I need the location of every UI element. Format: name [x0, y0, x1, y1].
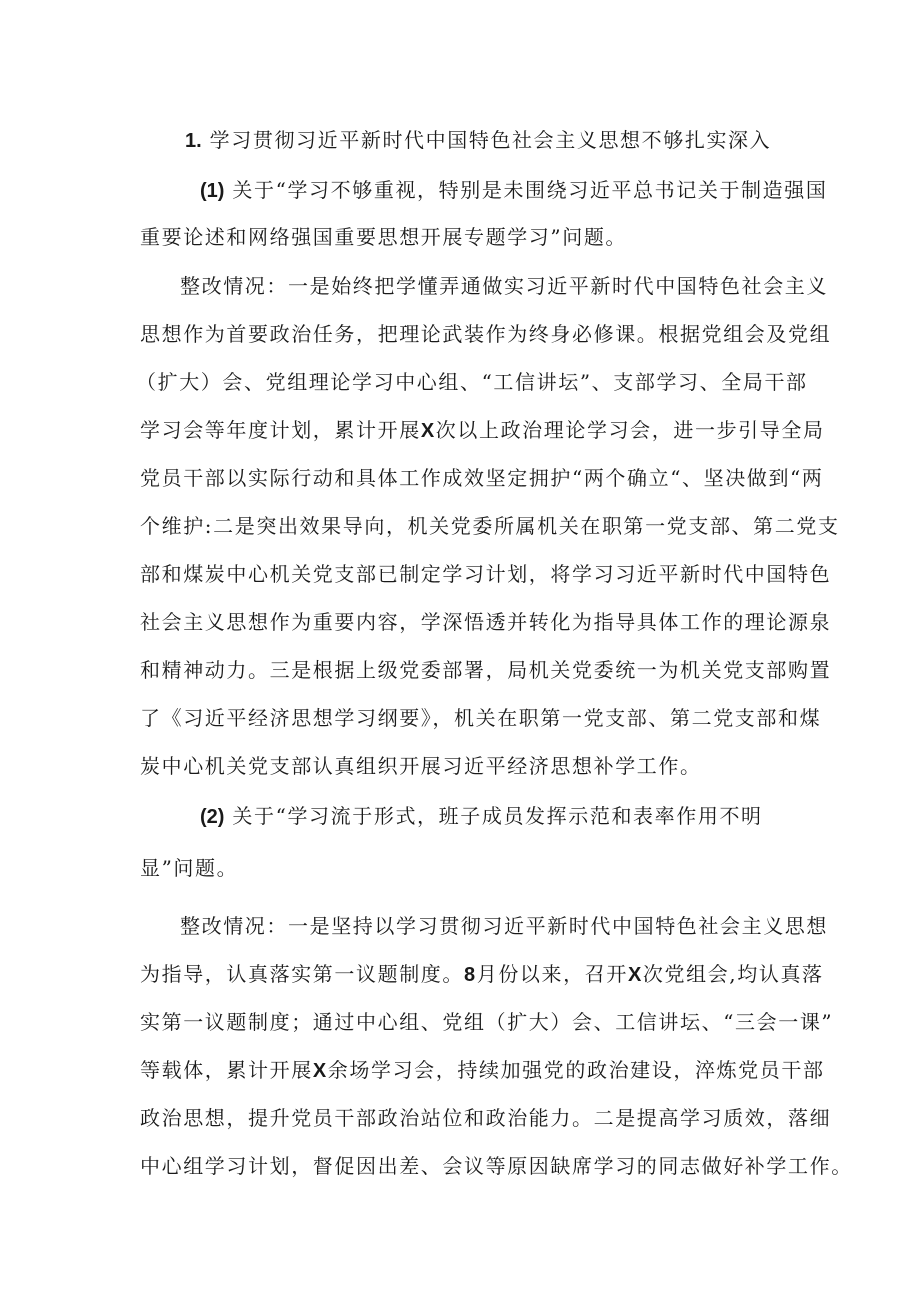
count-placeholder: X: [627, 964, 643, 986]
para1-line: 和精神动力。三是根据上级党委部署，局机关党委统一为机关党支部购置: [140, 658, 832, 682]
para1-line: 了《习近平经济思想学习纲要》，机关在职第一党支部、第二党支部和煤: [140, 706, 822, 730]
item1-number: (1): [200, 180, 225, 202]
item1-title-line2: 重要论述和网络强国重要思想开展专题学习”问题。: [140, 225, 628, 249]
para1-line: 个维护:二是突出效果导向，机关党委所属机关在职第一党支部、第二党支: [140, 514, 840, 538]
section-heading: [185, 124, 771, 153]
item2-title-line2: 显”问题。: [140, 856, 239, 880]
para1-line: 学习会等年度计划，累计开展X次以上政治理论学习会，进一步引导全局: [140, 418, 825, 442]
item2-number: (2): [200, 806, 225, 828]
item2-title-line1: (2) 关于“学习流于形式，班子成员发挥示范和表率作用不明: [200, 804, 763, 828]
para1-line: （扩大）会、党组理论学习中心组、“工信讲坛”、支部学习、全局干部: [136, 370, 808, 394]
para2-line: 实第一议题制度；通过中心组、党组（扩大）会、工信讲坛、“三会一课”: [140, 1010, 834, 1034]
heading-number: 1.: [185, 130, 202, 152]
para2-line: 中心组学习计划，督促因出差、会议等原因缺席学习的同志做好补学工作。: [140, 1154, 853, 1178]
para1-line: 思想作为首要政治任务，把理论武装作为终身必修课。根据党组会及党组: [140, 322, 832, 346]
para1-line: 炭中心机关党支部认真组织开展习近平经济思想补学工作。: [140, 754, 702, 778]
para1-line: 党员干部以实际行动和具体工作成效坚定拥护“两个确立“、坚决做到“两: [140, 466, 824, 490]
para1-line: 部和煤炭中心机关党支部已制定学习计划，将学习习近平新时代中国特色: [140, 562, 832, 586]
para2-line: 政治思想，提升党员干部政治站位和政治能力。二是提高学习质效，落细: [140, 1106, 832, 1130]
count-placeholder: X: [420, 420, 436, 442]
count-placeholder: X: [312, 1060, 328, 1082]
para2-line: 整改情况：一是坚持以学习贯彻习近平新时代中国特色社会主义思想: [180, 914, 828, 938]
heading-text: 学习贯彻习近平新时代中国特色社会主义思想不够扎实深入: [209, 128, 772, 152]
para1-line: 整改情况：一是始终把学懂弄通做实习近平新时代中国特色社会主义: [180, 274, 828, 298]
para2-line: 等载体，累计开展X余场学习会，持续加强党的政治建设，淬炼党员干部: [140, 1058, 825, 1082]
para2-line: 为指导，认真落实第一议题制度。8月份以来，召开X次党组会,均认真落: [140, 962, 824, 986]
item1-title-line1: (1) 关于“学习不够重视，特别是未围绕习近平总书记关于制造强国: [200, 178, 828, 202]
para1-line: 社会主义思想作为重要内容，学深悟透并转化为指导具体工作的理论源泉: [140, 610, 832, 634]
